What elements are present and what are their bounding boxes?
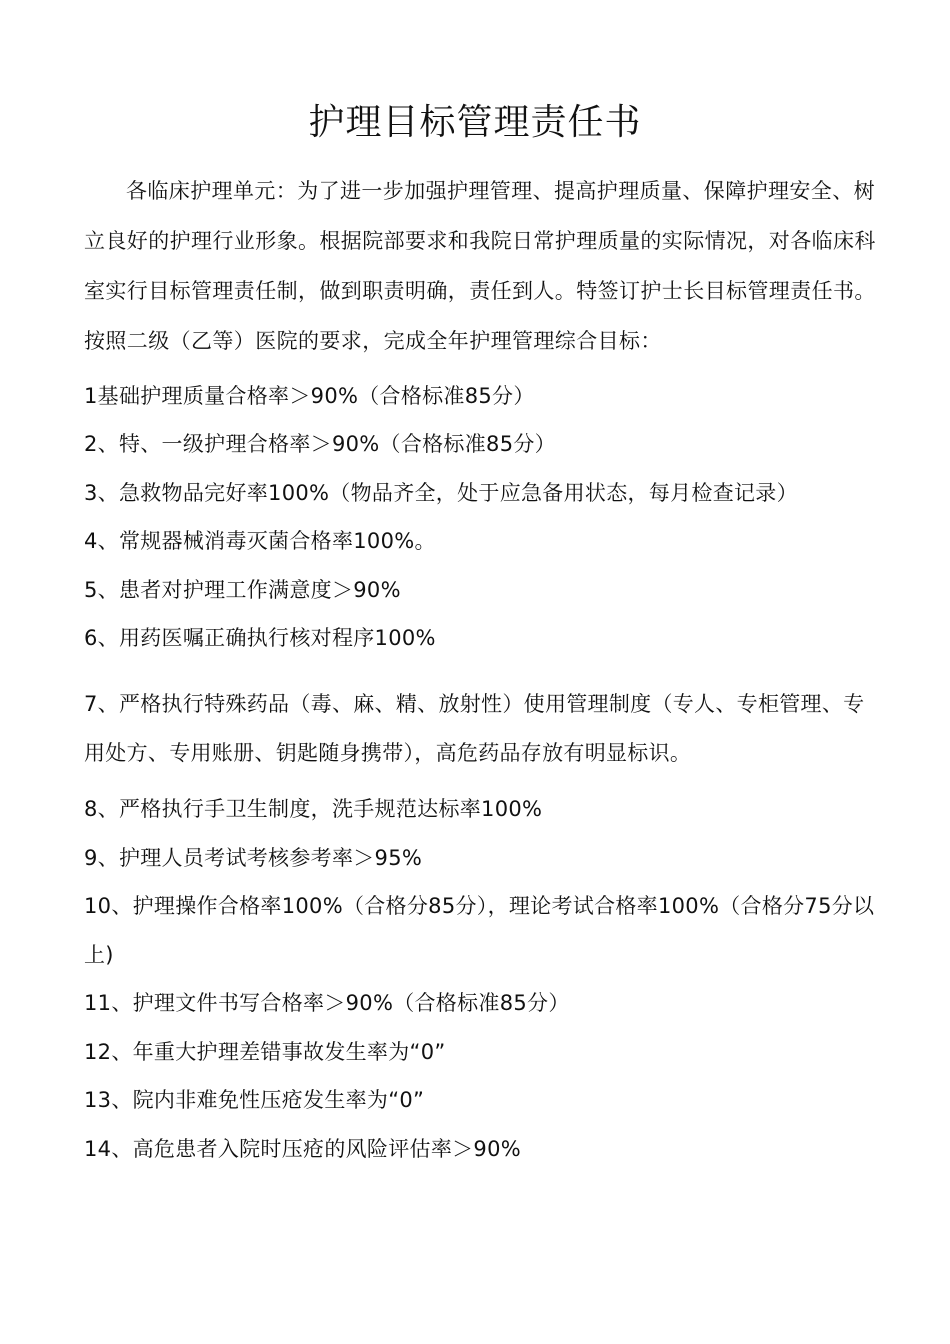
goals-lead: 按照二级（乙等）医院的要求，完成全年护理管理综合目标： — [84, 329, 662, 353]
goal-item-1: 1基础护理质量合格率＞90%（合格标准85分） — [84, 384, 535, 408]
goal-item-12: 12、年重大护理差错事故发生率为“0” — [84, 1040, 446, 1064]
goal-item-7: 7、严格执行特殊药品（毒、麻、精、放射性）使用管理制度（专人、专柜管理、专用处方、专用账册、钥匙随身携带），高危药品存放有明显标识。 — [84, 692, 865, 765]
goal-item-6: 6、用药医嘱正确执行核对程序100% — [84, 626, 436, 650]
goal-item-2: 2、特、一级护理合格率＞90%（合格标准85分） — [84, 432, 556, 456]
goal-item-10: 10、护理操作合格率100%（合格分85分），理论考试合格率100%（合格分75分以上) — [84, 894, 875, 967]
intro-paragraph: 各临床护理单元：为了进一步加强护理管理、提高护理质量、保障护理安全、树立良好的护理行业形象。根据院部要求和我院日常护理质量的实际情况，对各临床科室实行目标管理责任制，做到职责明确，责任到人。特签订护士长目标管理责任书。 — [84, 179, 876, 303]
document-title: 护理目标管理责任书 — [308, 102, 642, 143]
goal-item-13: 13、院内非难免性压疮发生率为“0” — [84, 1088, 425, 1112]
goal-item-4: 4、常规器械消毒灭菌合格率100%。 — [84, 529, 436, 553]
goal-item-8: 8、严格执行手卫生制度，洗手规范达标率100% — [84, 797, 543, 821]
goal-item-3: 3、急救物品完好率100%（物品齐全，处于应急备用状态，每月检查记录） — [84, 481, 798, 505]
goal-item-9: 9、护理人员考试考核参考率＞95% — [84, 846, 423, 870]
goal-item-5: 5、患者对护理工作满意度＞90% — [84, 578, 401, 602]
goal-item-11: 11、护理文件书写合格率＞90%（合格标准85分） — [84, 991, 570, 1015]
goal-item-14: 14、高危患者入院时压疮的风险评估率＞90% — [84, 1137, 521, 1161]
